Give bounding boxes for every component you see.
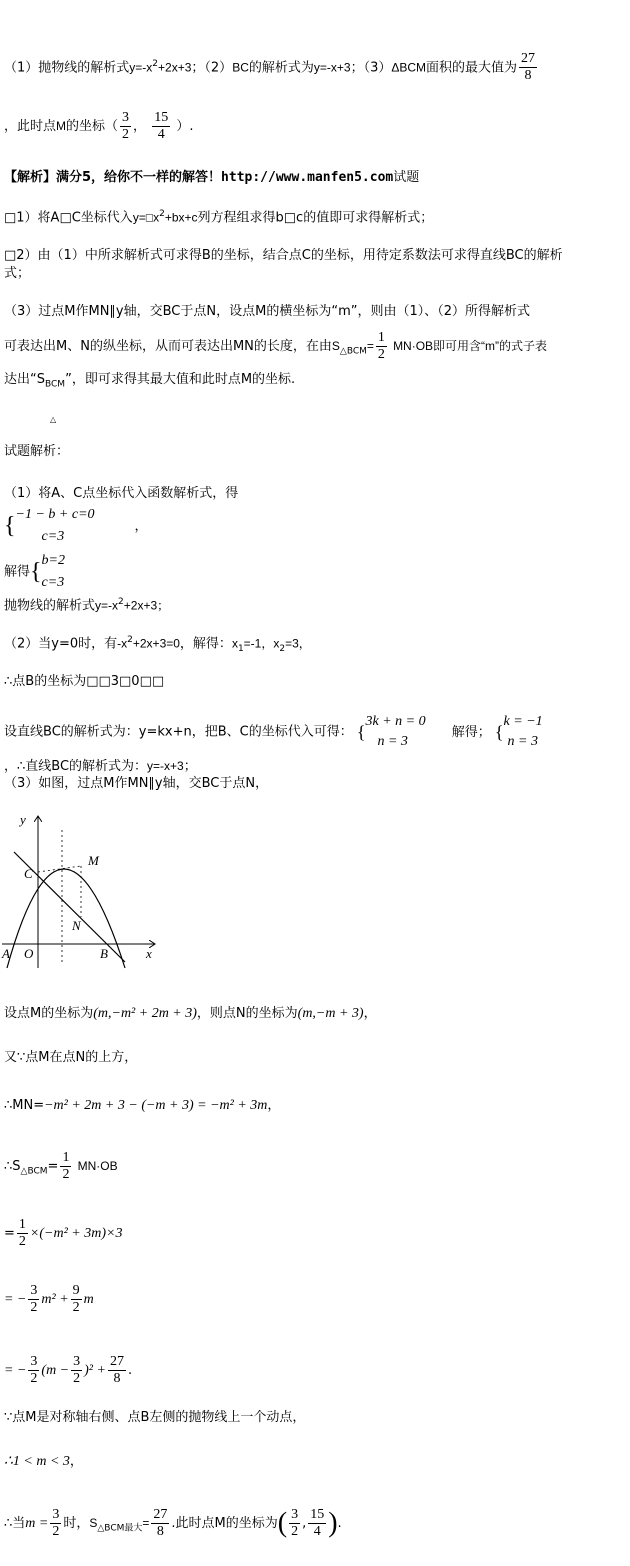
fraction: $\frac{3}{2}$ — [30, 1283, 38, 1315]
analysis-p4: 达出“$S_{BCM}$”，即可求得其最大值和此时点M的坐标. — [4, 372, 296, 390]
point-label-c: C — [24, 866, 33, 881]
fraction: $\frac{3}{2}$ — [52, 1507, 60, 1539]
sol-step7: （3）如图，过点M作MN∥y轴，交BC于点N， — [4, 776, 269, 791]
sol-step12: = $\frac{1}{2}$ ×(−m² + 3m)×3 — [4, 1217, 123, 1249]
sol-system2: 解得{ b=2 c=3 — [4, 550, 65, 594]
stray-triangle: △ — [50, 415, 57, 424]
equation-system: k = −1 n = 3 — [503, 714, 543, 749]
sol-step10: ∴MN=−m² + 2m + 3 − (−m + 3) = −m² + 3m， — [4, 1098, 281, 1113]
answer-line-2 — [4, 106, 193, 147]
sol-step16: ∴1 < m < 3， — [4, 1454, 83, 1469]
answer-formula: y=-x+3 — [313, 60, 351, 75]
axis-label-x: x — [146, 946, 152, 961]
sol-step9: 又∵点M在点N的上方， — [4, 1050, 138, 1065]
fraction: $\frac{1}{2}$ — [377, 330, 385, 362]
sol-system1: { −1 − b + c=0 c=3 ， — [4, 504, 148, 548]
answer-text: 的解析式为 — [248, 60, 314, 76]
sol-step2: 抛物线的解析式$y=-x^2+2x+3$； — [4, 597, 170, 614]
cm-segment — [38, 866, 81, 872]
point-label-m: M — [88, 853, 99, 868]
analysis-p3b: 可表达出M、N的纵坐标，从而可表达出MN的长度，在由$S_{\triangle BCM}=$ $\frac{1}{2}$ MN·OB即可用含“m”的式子表 — [4, 330, 548, 362]
analysis-p1: □1）将A□C坐标代入$y=□x^2+bx+c$列方程组求得b□c的值即可求得解析式； — [4, 209, 434, 226]
fraction: $\frac{1}{2}$ — [18, 1217, 26, 1249]
analysis-p2a: □2）由（1）中所求解析式可求得B的坐标，结合点C的坐标，用待定系数法可求得直线BC的解析 — [4, 248, 563, 263]
fraction: $\frac{15}{4}$ — [154, 110, 169, 142]
answer-text: ， — [133, 119, 147, 134]
header-url[interactable]: http://www.manfen5.com — [221, 170, 394, 185]
answer-formula: y=-x — [129, 60, 153, 75]
answer-line-1 — [4, 44, 539, 88]
fraction: $\frac{27}{8}$ — [153, 1507, 168, 1539]
answer-text: 的坐标（ — [66, 119, 119, 134]
analysis-p2b: 式； — [4, 266, 31, 281]
sol-step5: 设直线BC的解析式为：y=kx+n，把B、C的坐标代入可得： { 3k + n = 0 n = 3 解得； { k = −1 n = 3 — [4, 712, 543, 752]
answer-formula: BC — [232, 60, 249, 75]
sol-step6: ，∴直线BC的解析式为：y=-x+3； — [4, 759, 197, 774]
sol-step3: （2）当y=0时，有$-x^2+2x+3=0$，解得：$x_1=-1$，$x_2=3$， — [4, 635, 311, 654]
fraction: $\frac{3}{2}$ — [291, 1507, 299, 1539]
answer-formula: M — [56, 119, 67, 133]
sol-step17: ∴当m = $\frac{3}{2}$ 时，$S_{\triangle BCM最大}=$ $\frac{27}{8}$ .此时点M的坐标为( $\frac{3}{2}$ , $\frac{15}{4}$ ). — [4, 1507, 342, 1539]
answer-text: ；（3） — [350, 60, 392, 76]
point-label-o: O — [24, 946, 34, 961]
header-tail: 试题 — [393, 170, 420, 185]
fraction: $\frac{15}{4}$ — [310, 1507, 325, 1539]
fraction: $\frac{3}{2}$ — [30, 1354, 38, 1386]
answer-text: ）. — [176, 119, 194, 134]
sol-step13: = − $\frac{3}{2}$ m² + $\frac{9}{2}$ m — [4, 1283, 94, 1315]
solution-title: 试题解析： — [4, 444, 70, 459]
answer-text: ，此时点 — [4, 119, 57, 134]
sol-step8: 设点M的坐标为(m,−m² + 2m + 3)，则点N的坐标为(m,−m + 3)， — [4, 1006, 377, 1021]
answer-formula: ΔBCM — [391, 60, 427, 75]
sup-2: 2 — [152, 59, 159, 69]
sol-step1: （1）将A、C点坐标代入函数解析式，得 — [4, 486, 239, 501]
fraction: $\frac{9}{2}$ — [72, 1283, 80, 1315]
sol-step14: = − $\frac{3}{2}$ (m − $\frac{3}{2}$ )² + $\frac{27}{8}$ . — [4, 1354, 133, 1386]
fraction: $\frac{3}{2}$ — [122, 110, 130, 142]
header-tag: 【解析】满分5，给你不一样的解答！ — [4, 170, 222, 185]
equation-system: b=2 c=3 — [41, 553, 65, 590]
axis-label-y: y — [20, 812, 26, 827]
answer-text: （1）抛物线的解析式 — [4, 60, 130, 76]
answer-formula: +2x+3 — [158, 60, 192, 75]
analysis-header — [4, 170, 419, 186]
sol-step15: ∵点M是对称轴右侧、点B左侧的抛物线上一个动点， — [4, 1410, 306, 1425]
sol-step11: $\therefore S_{\triangle BCM}=$ $\frac{1}{2}$ MN·OB — [4, 1150, 118, 1182]
equation-system: −1 − b + c=0 c=3 — [15, 507, 95, 544]
point-label-b: B — [100, 946, 108, 961]
analysis-p3a: （3）过点M作MN∥y轴，交BC于点N，设点M的横坐标为“m”，则由（1）、（2）所得解析式 — [4, 304, 531, 319]
equation-system: 3k + n = 0 n = 3 — [365, 714, 426, 749]
answer-text: 面积的最大值为 — [426, 60, 518, 76]
fraction: $\frac{1}{2}$ — [62, 1150, 70, 1182]
point-label-a: A — [2, 946, 10, 961]
sol-step4: ∴点B的坐标为□□3□0□□ — [4, 674, 165, 689]
point-label-n: N — [72, 918, 81, 933]
fraction: $\frac{3}{2}$ — [73, 1354, 81, 1386]
fraction: $\frac{27}{8}$ — [521, 51, 536, 84]
answer-text: ；（2） — [191, 60, 233, 76]
fraction: $\frac{27}{8}$ — [109, 1354, 124, 1386]
parabola-graph — [0, 810, 170, 970]
